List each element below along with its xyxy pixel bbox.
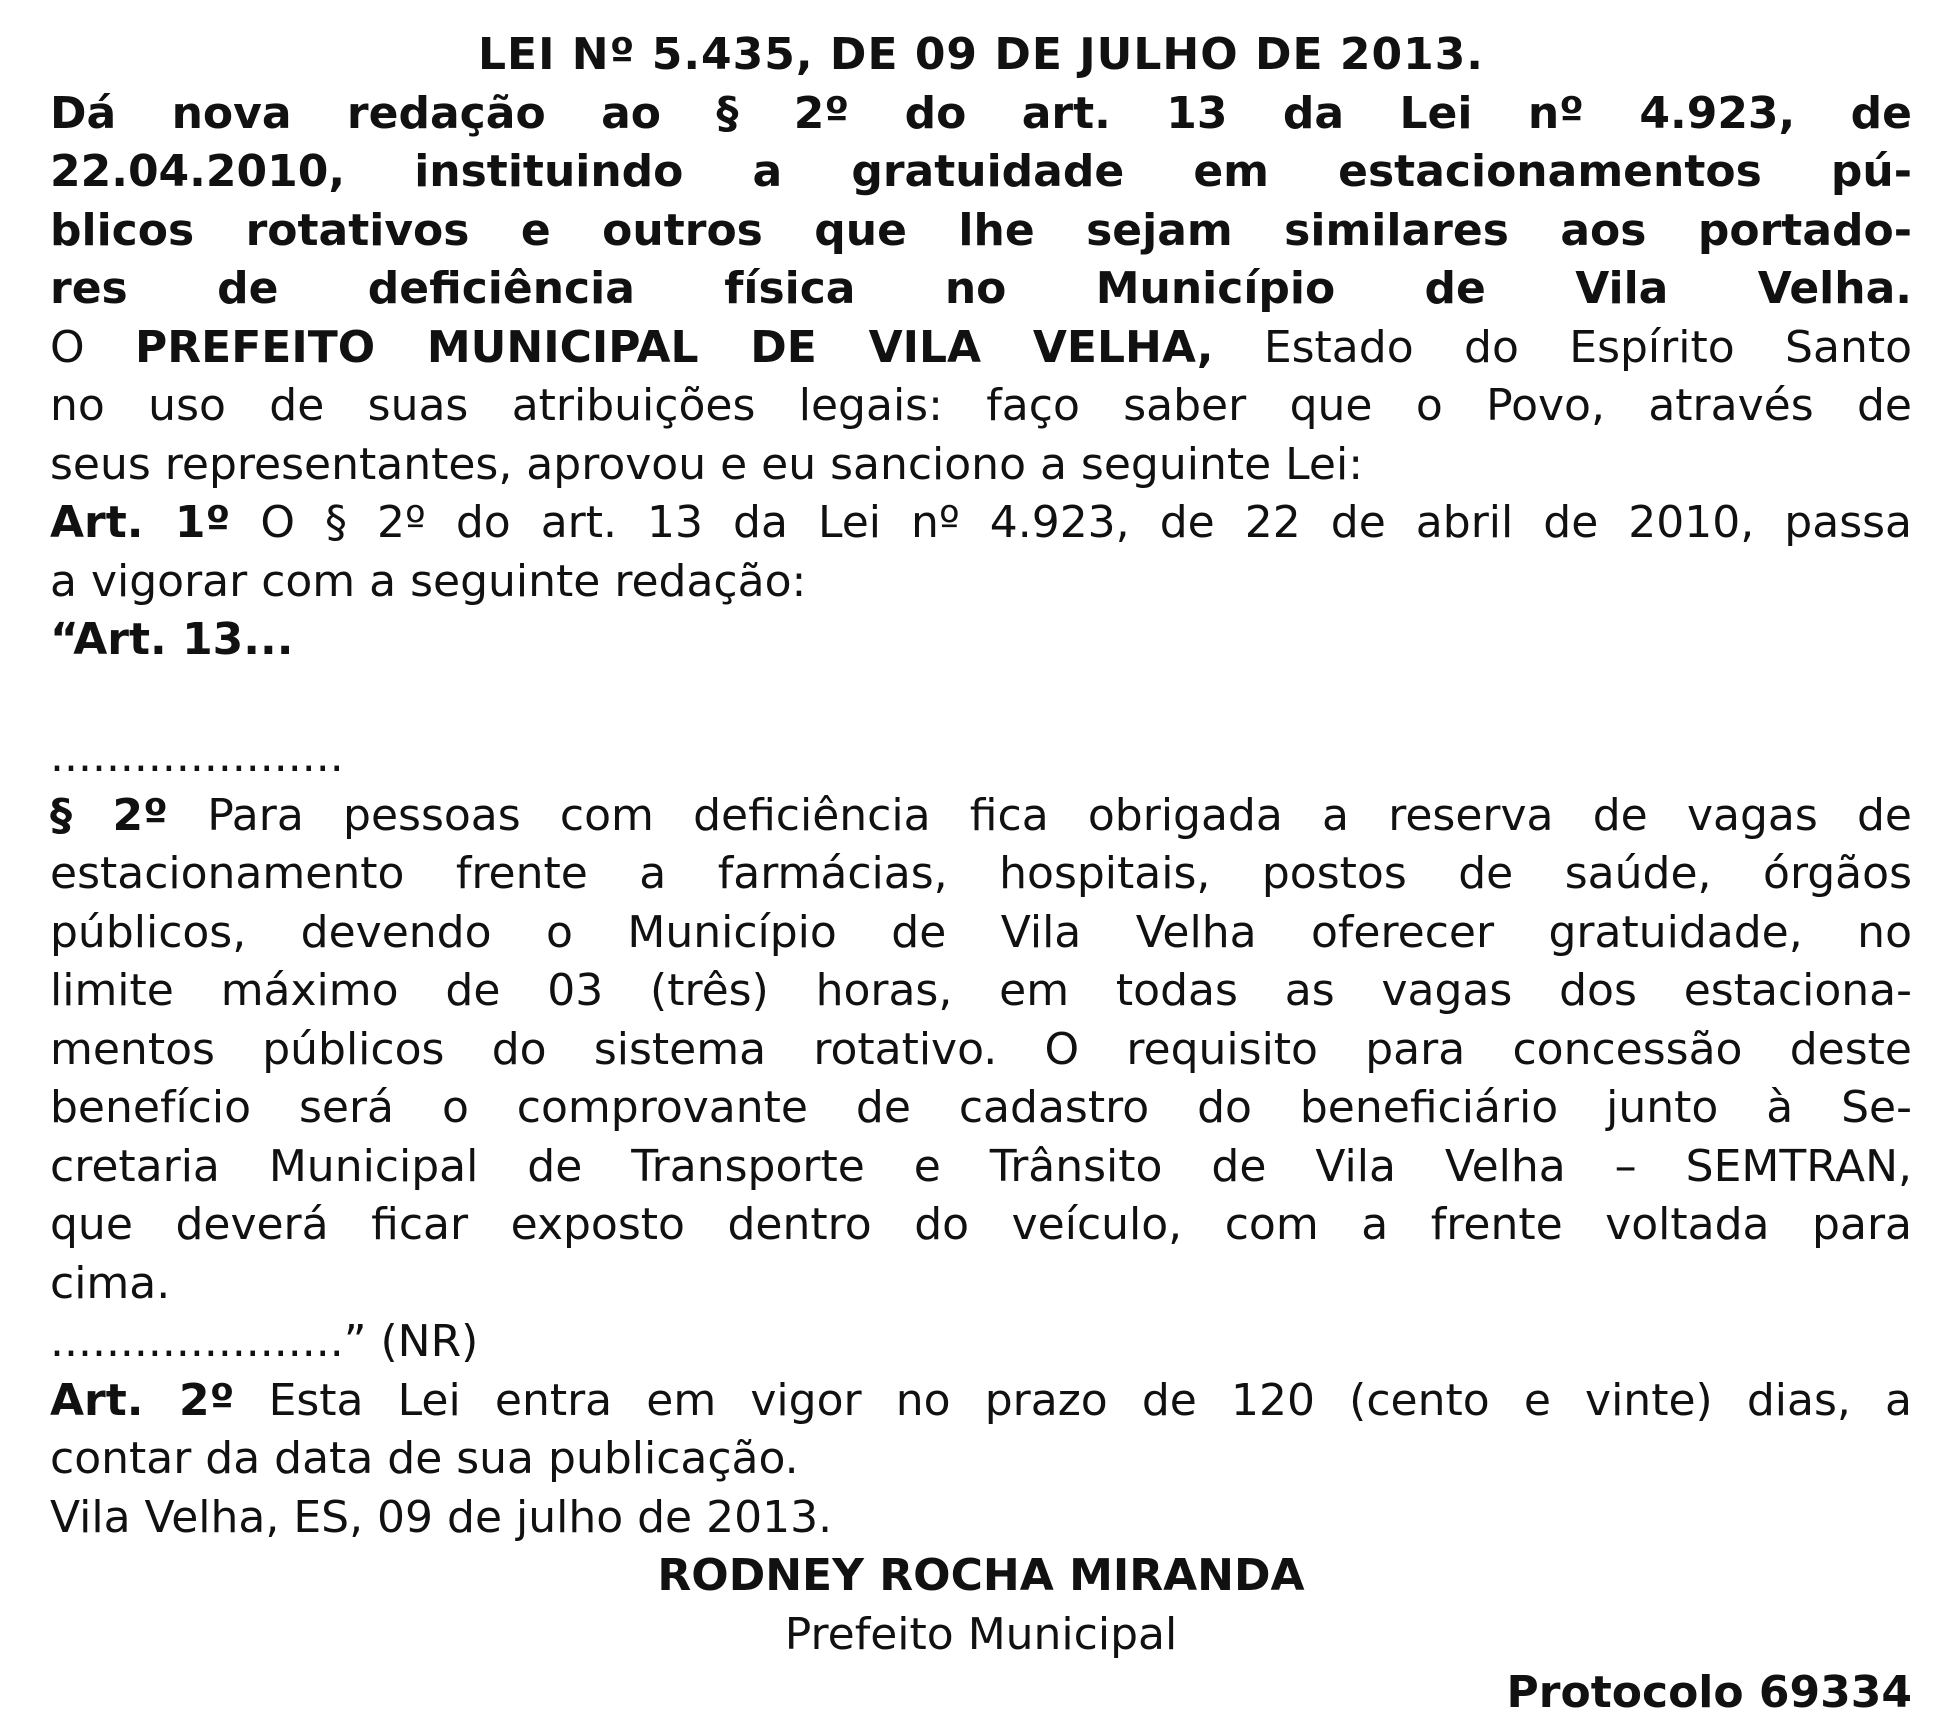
ementa-line: 22.04.2010, instituindo a gratuidade em estacionamentos pú- (50, 146, 1912, 197)
signer-role: Prefeito Municipal (784, 1608, 1178, 1660)
article-1-label: Art. 1º (50, 497, 231, 548)
paragraph-2 (50, 787, 1912, 1314)
paragraph-2-line: que deverá ficar exposto dentro do veículo, com a frente voltada para (50, 1199, 1912, 1250)
paragraph-2-line: cretaria Municipal de Transporte e Trânsito de Vila Velha – SEMTRAN, (50, 1140, 1912, 1192)
paragraph-2-line: mentos públicos do sistema rotativo. O requisito para concessão deste (50, 1023, 1912, 1075)
paragraph-2-text: Para pessoas com deficiência fica obrigada a reserva de vagas de (168, 789, 1913, 841)
paragraph-2-line: cima. (50, 1257, 171, 1309)
article-2-text: Esta Lei entra em vigor no prazo de 120 (cento e vinte) dias, a (234, 1374, 1912, 1426)
ementa-line: blicos rotativos e outros que lhe sejam similares aos portado- (50, 204, 1912, 256)
blank-line (50, 670, 1912, 729)
article-1-line (50, 494, 1912, 553)
preamble-authority: PREFEITO MUNICIPAL DE VILA VELHA, (135, 321, 1214, 373)
paragraph-2-line: estacionamento frente a farmácias, hospitais, postos de saúde, órgãos (50, 848, 1912, 899)
article-1 (50, 494, 1912, 611)
ellipsis-line: ..................... (50, 731, 344, 782)
preamble-line (50, 319, 1912, 378)
article-2-line: contar da data de sua publicação. (50, 1433, 799, 1484)
law-title: LEI Nº 5.435, DE 09 DE JULHO DE 2013. (477, 29, 1485, 80)
article-2-line (50, 1372, 1912, 1431)
preamble-line1-rest: Estado do Espírito Santo (1213, 321, 1913, 373)
place-date: Vila Velha, ES, 09 de julho de 2013. (50, 1491, 833, 1543)
preamble-prefix: O (50, 321, 136, 373)
signer-name: RODNEY ROCHA MIRANDA (657, 1550, 1305, 1601)
quote-open: “Art. 13... (50, 614, 294, 665)
article-2 (50, 1372, 1912, 1489)
paragraph-2-line (50, 787, 1912, 846)
quote-close: .....................” (NR) (50, 1316, 479, 1367)
ementa-line: Dá nova redação ao § 2º do art. 13 da Lei nº 4.923, de (50, 87, 1912, 139)
protocol-number: Protocolo 69334 (1506, 1667, 1912, 1718)
article-2-label: Art. 2º (50, 1374, 235, 1426)
law-ementa (50, 85, 1912, 319)
preamble (50, 319, 1912, 495)
article-1-line: a vigorar com a seguinte redação: (50, 555, 807, 607)
preamble-line: seus representantes, aprovou e eu sanciono a seguinte Lei: (50, 438, 1364, 490)
paragraph-2-line: limite máximo de 03 (três) horas, em todas as vagas dos estaciona- (50, 965, 1912, 1016)
paragraph-2-line: benefício será o comprovante de cadastro do beneficiário junto à Se- (50, 1082, 1912, 1133)
paragraph-2-label: § 2º (50, 789, 168, 841)
article-1-text: O § 2º do art. 13 da Lei nº 4.923, de 22 de abril de 2010, passa (230, 497, 1913, 548)
paragraph-2-line: públicos, devendo o Município de Vila Velha oferecer gratuidade, no (50, 906, 1912, 958)
law-document (50, 26, 1912, 1723)
ementa-line: res de deficiência física no Município de Vila Velha. (50, 263, 1912, 314)
preamble-line: no uso de suas atribuições legais: faço saber que o Povo, através de (50, 380, 1912, 431)
